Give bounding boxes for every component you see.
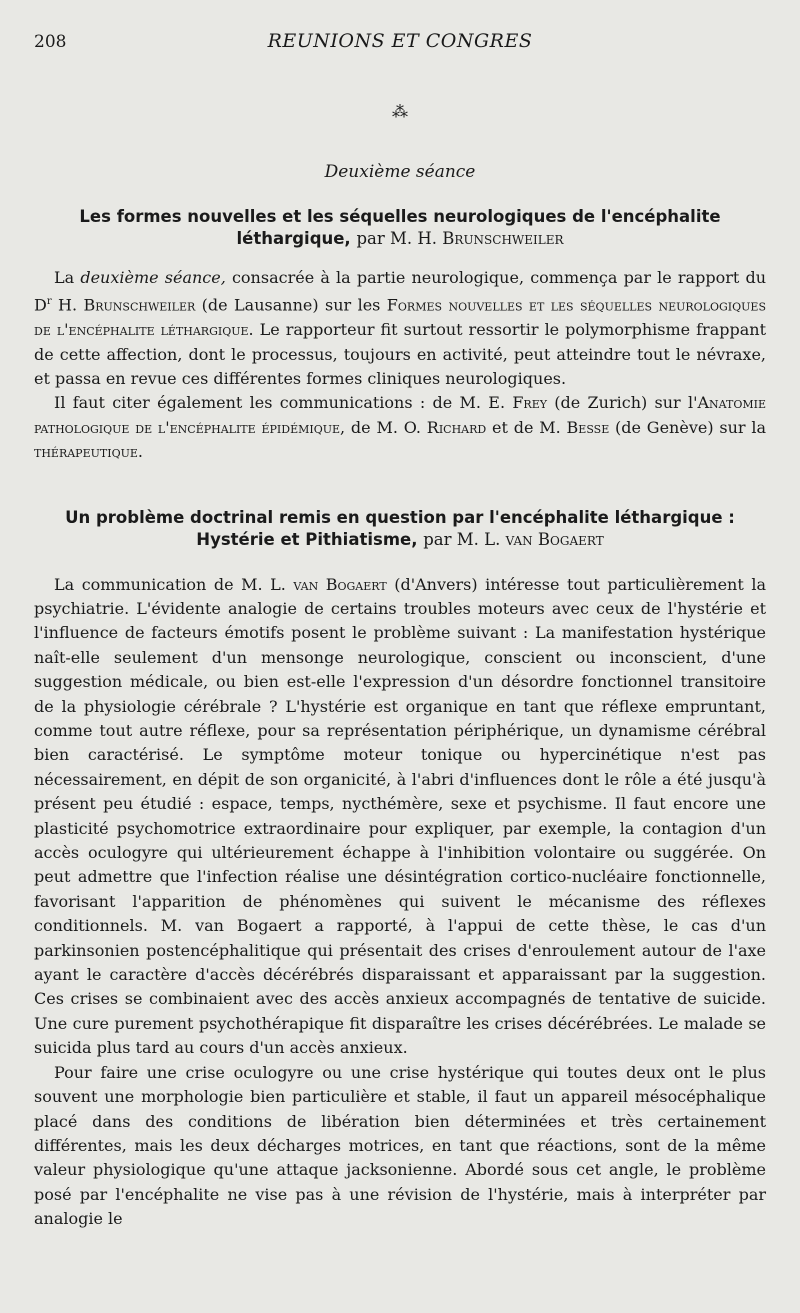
text-run: . Le rapporteur fit surtout ressortir le polymorphisme frappant de cette affection, dont le processus, toujours en activité, peut atteindre tout le névraxe, et passa en revue ces différentes formes cliniques neurologiques.: [34, 320, 766, 388]
text-run: Il faut citer également les communications : de M. E.: [54, 393, 513, 413]
text-run: H.: [51, 295, 84, 315]
article-1-body: [34, 266, 766, 465]
text-run: La: [54, 268, 81, 287]
small-caps-run: Besse: [566, 417, 610, 437]
paragraph: Pour faire une crise oculogyre ou une crise hystérique qui toutes deux ont le plus souvent une morphologie bien particulière et stable, il faut un appareil mésocéphalique placé dans des conditions de libération bien déterminées et très certainement différentes, mais les deux décharges motrices, en tant que réactions, sont de la même valeur physiologique qu'une attaque jacksonienne. Abordé sous cet angle, le problème posé par l'encéphalite ne vise pas à une révision de l'hystérie, mais à interpréter par analogie le: [34, 1062, 766, 1229]
text-run: , de M. O.: [340, 417, 427, 437]
italic-run: deuxième séance,: [80, 268, 226, 287]
small-caps-run: Frey: [512, 393, 548, 413]
text-run: (de Lausanne) sur les: [195, 295, 387, 315]
byline-prefix: par M. L.: [423, 529, 506, 549]
article-2-body: [34, 573, 766, 1232]
small-caps-run: Richard: [426, 417, 487, 437]
small-caps-run: thérapeutique: [34, 442, 138, 462]
running-header: [34, 26, 766, 56]
small-caps-run: Formes nouvelles et les séquelles neurologiques de l'encéphalite léthargique: [34, 295, 766, 340]
text-run: consacrée à la partie neurologique, commença par le rapport du D: [34, 268, 766, 315]
paragraph: [34, 391, 766, 464]
article-byline-2: [423, 530, 603, 549]
paragraph: [34, 573, 766, 1061]
article-title-2: [34, 507, 766, 551]
running-title: REUNIONS ET CONGRES: [267, 30, 533, 52]
text-run: (d'Anvers) intéresse tout particulièrement la psychiatrie. L'évidente analogie de certains troubles moteurs avec ceux de l'hystérie et l'influence de facteurs émotifs posent le problème suivant : La manifestation hystérique naît-elle seulement d'un mensonge neurologique, conscient ou inconscient, d'une suggestion médicale, ou bien est-elle l'expression d'un désordre fonctionnel transitoire de la physiologie cérébrale ? L'hystérie est organique en tant que réflexe empruntant, comme tout autre réflexe, pour sa représentation périphérique, un dynamisme cérébral bien caractérisé. Le symptôme moteur tonique ou hypercinétique n'est pas nécessairement, en dépit de son organicité, à l'abri d'influences dont le rôle a été jusqu'à présent peu étudié : espace, temps, nycthémère, sexe et psychisme. Il faut encore une plasticité psychomotrice extraordinaire pour expliquer, par exemple, la contagion d'un accès oculogyre qui ultérieurement échappe à l'inhibition volontaire ou suggérée. On peut admettre que l'infection réalise une désintégration cortico-nucléaire fonctionnelle, favorisant l'apparition de phénomènes qui suivent le mécanisme des réflexes conditionnels. M. van Bogaert a rapporté, à l'appui de cette thèse, le cas d'un parkinsonien postencéphalitique qui présentait des crises d'enroulement autour de l'axe ayant le caractère d'accès décérébrés disparaissant et apparaissant par la suggestion. Ces crises se combinaient avec des accès anxieux accompagnés de tentative de suicide. Une cure purement psychothérapique fit disparaître les crises décérébrées. Le malade se suicida plus tard au cours d'un accès anxieux.: [34, 574, 766, 1058]
asterism-ornament: ⁂: [392, 102, 408, 121]
small-caps-run: Brunschweiler: [83, 295, 196, 315]
superscript: r: [46, 296, 52, 308]
author-name: Bogaert: [537, 529, 604, 549]
article-title-2-text: Un problème doctrinal remis en question par l'encéphalite léthargique : Hystérie et Pithiatisme,: [65, 507, 735, 549]
article-title-1-text: Les formes nouvelles et les séquelles neurologiques de l'encéphalite léthargique,: [79, 207, 721, 248]
page-number: 208: [34, 32, 67, 52]
text-run: (de Zurich) sur l': [547, 393, 698, 413]
small-caps-run: Anatomie pathologique de l'encéphalite épidémique: [34, 393, 767, 437]
session-heading: Deuxième séance: [324, 162, 476, 182]
text-run: .: [137, 442, 143, 462]
text-run: et de M.: [486, 417, 567, 437]
author-name-prefix: van: [505, 529, 533, 549]
text-run: La communication de M. L.: [54, 574, 294, 594]
text-run: (de Genève) sur la: [609, 417, 766, 437]
byline-prefix: par M. H.: [356, 229, 438, 248]
article-title-1: [34, 206, 766, 250]
small-caps-run: van Bogaert: [293, 574, 387, 594]
paragraph: [34, 266, 766, 391]
article-byline-1: [356, 229, 563, 248]
author-name: Brunschweiler: [442, 229, 564, 248]
